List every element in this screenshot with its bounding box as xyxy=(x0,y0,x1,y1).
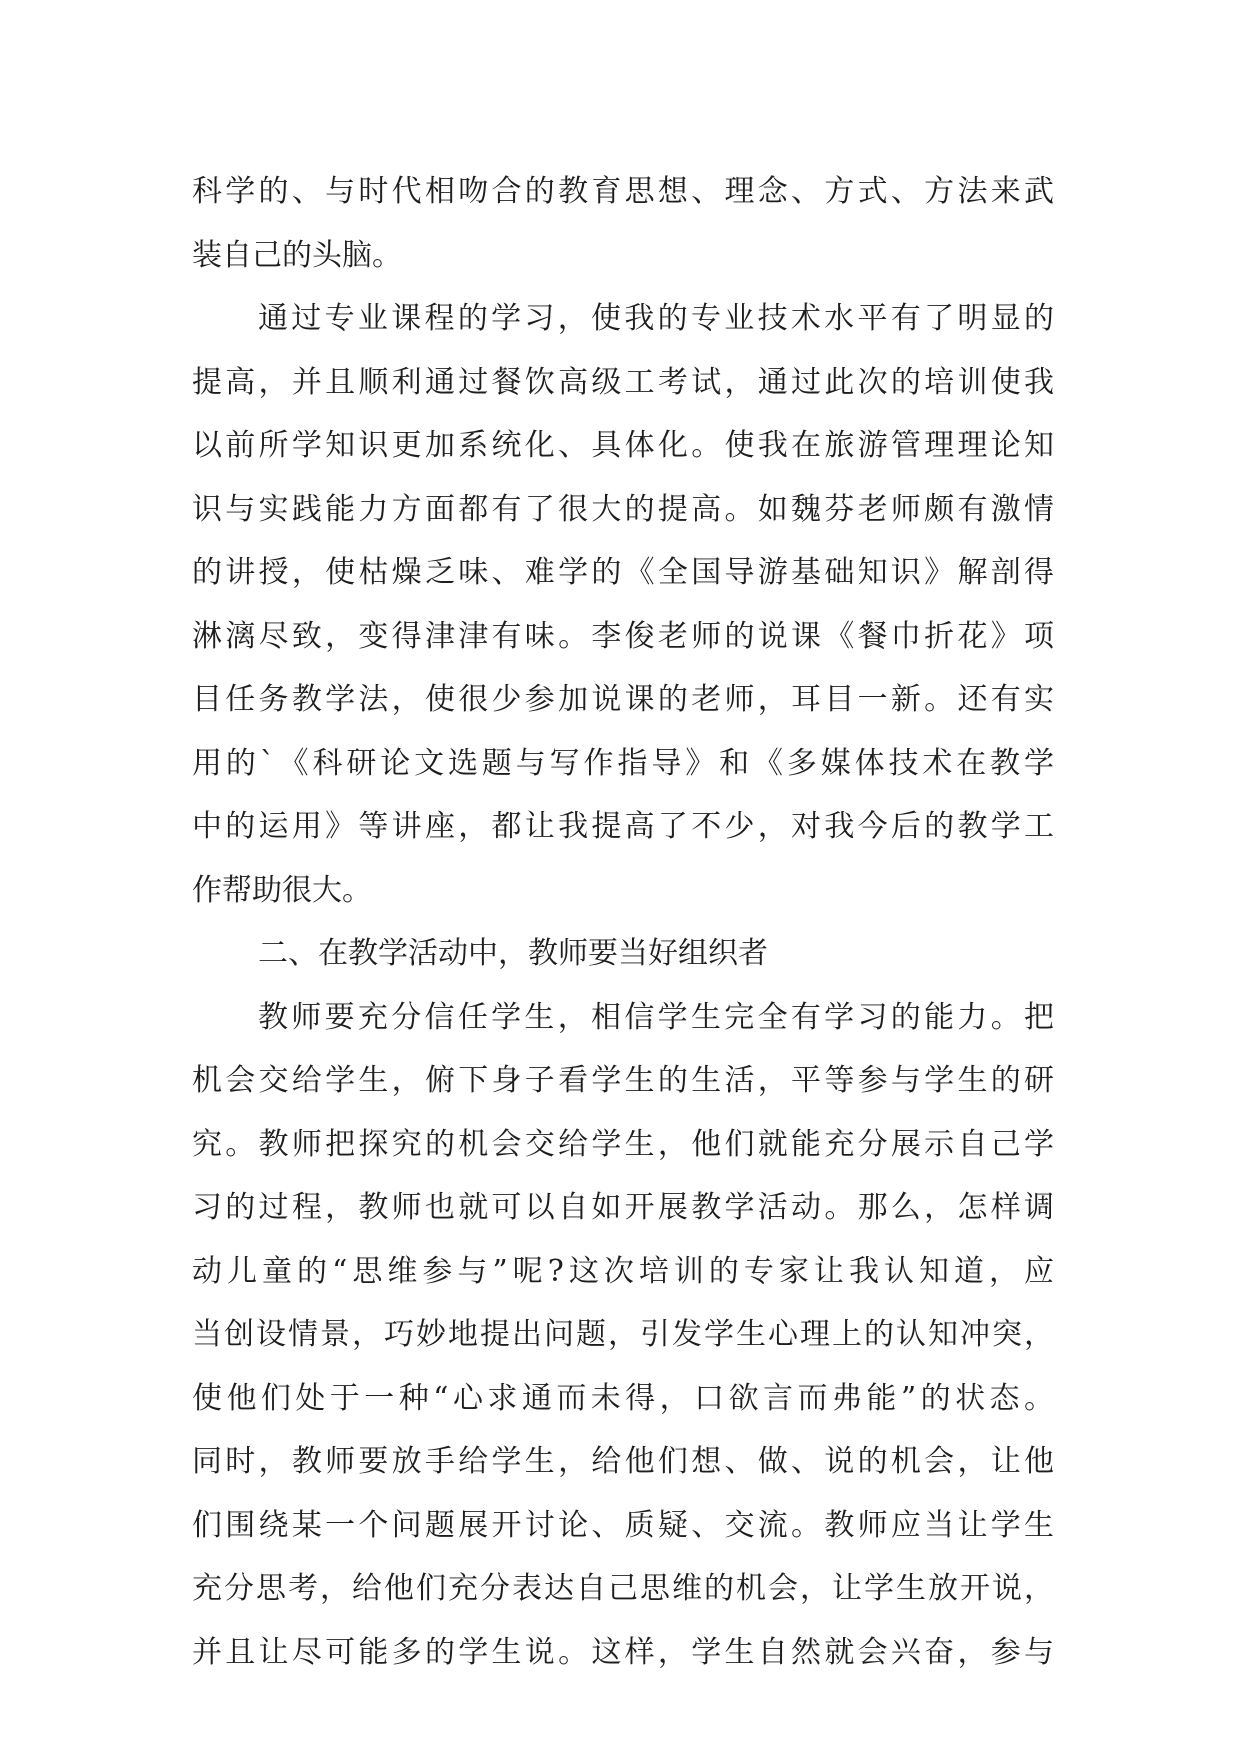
document-body xyxy=(192,160,1054,1684)
text-line: 作帮助很大。 xyxy=(192,872,372,908)
text-line: 目任务教学法，使很少参加说课的老师，耳目一新。还有实 xyxy=(192,682,1054,717)
text-line: 以前所学知识更加系统化、具体化。使我在旅游管理理论知 xyxy=(192,428,1054,463)
paragraph-first-line: 教师要充分信任学生，相信学生完全有学习的能力。把 xyxy=(258,999,1054,1035)
text-line: 动儿童的“思维参与”呢?这次培训的专家让我认知道，应 xyxy=(192,1253,1054,1289)
text-line: 究。教师把探究的机会交给学生，他们就能充分展示自己学 xyxy=(192,1126,1054,1162)
text-line: 习的过程，教师也就可以自如开展教学活动。那么，怎样调 xyxy=(192,1190,1054,1225)
text-line: 中的运用》等讲座，都让我提高了不少，对我今后的教学工 xyxy=(192,809,1054,844)
text-line: 机会交给学生，俯下身子看学生的生活，平等参与学生的研 xyxy=(192,1063,1054,1098)
section-heading: 二、在教学活动中，教师要当好组织者 xyxy=(258,936,768,971)
text-line: 装自己的头脑。 xyxy=(192,237,402,273)
text-line: 并且让尽可能多的学生说。这样，学生自然就会兴奋，参与 xyxy=(192,1634,1054,1670)
text-line: 充分思考，给他们充分表达自己思维的机会，让学生放开说， xyxy=(192,1571,1054,1606)
text-line: 使他们处于一种“心求通而未得，口欲言而弗能”的状态。 xyxy=(192,1380,1054,1416)
text-line: 淋漓尽致，变得津津有味。李俊老师的说课《餐巾折花》项 xyxy=(192,618,1054,654)
text-line: 的讲授，使枯燥乏味、难学的《全国导游基础知识》解剖得 xyxy=(192,555,1054,590)
text-line: 识与实践能力方面都有了很大的提高。如魏芬老师颇有激情 xyxy=(192,491,1054,527)
text-line: 提高，并且顺利通过餐饮高级工考试，通过此次的培训使我 xyxy=(192,364,1054,400)
paragraph-first-line: 通过专业课程的学习，使我的专业技术水平有了明显的 xyxy=(258,301,1054,336)
text-line: 用的`《科研论文选题与写作指导》和《多媒体技术在教学 xyxy=(192,745,1054,781)
text-line: 科学的、与时代相吻合的教育思想、理念、方式、方法来武 xyxy=(192,174,1054,209)
text-line: 同时，教师要放手给学生，给他们想、做、说的机会，让他 xyxy=(192,1444,1054,1479)
text-line: 们围绕某一个问题展开讨论、质疑、交流。教师应当让学生 xyxy=(192,1507,1054,1543)
text-line: 当创设情景，巧妙地提出问题，引发学生心理上的认知冲突， xyxy=(192,1317,1054,1352)
